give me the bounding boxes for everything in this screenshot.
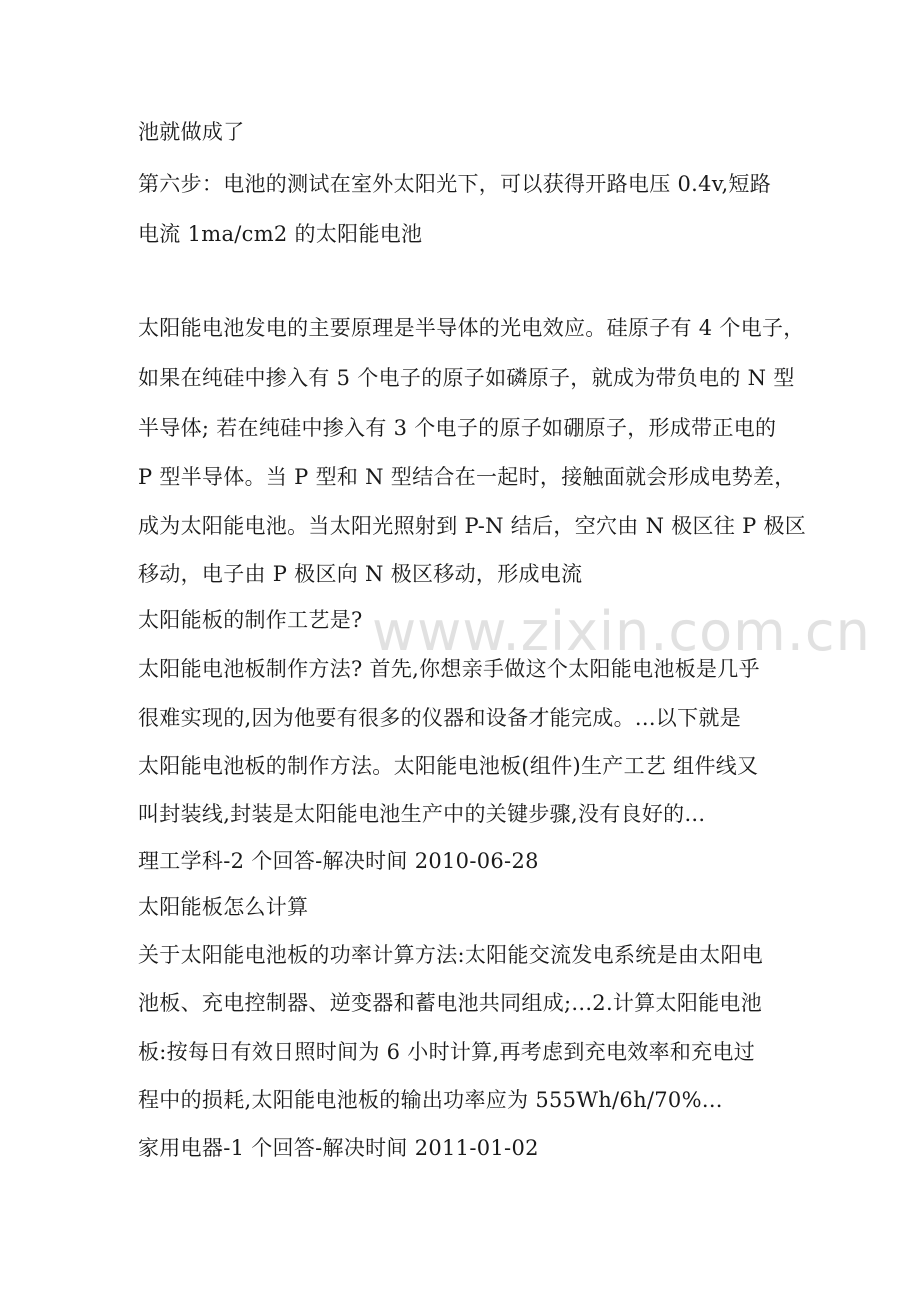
text-line: 太阳能板怎么计算 xyxy=(138,895,309,919)
text-line: 叫封装线,封装是太阳能电池生产中的关键步骤,没有良好的... xyxy=(138,802,706,826)
text-line: 池板、充电控制器、逆变器和蓄电池共同组成;...2.计算太阳能电池 xyxy=(138,991,763,1015)
text-line: 电流 1ma/cm2 的太阳能电池 xyxy=(138,222,423,246)
text-line: 太阳能电池板制作方法? 首先,你想亲手做这个太阳能电池板是几乎 xyxy=(138,657,760,681)
text-line: 第六步：电池的测试在室外太阳光下，可以获得开路电压 0.4v,短路 xyxy=(138,172,772,196)
text-line: 太阳能电池板的制作方法。太阳能电池板(组件)生产工艺 组件线又 xyxy=(138,754,759,778)
text-line: 如果在纯硅中掺入有 5 个电子的原子如磷原子，就成为带负电的 N 型 xyxy=(138,366,795,390)
text-line: 板:按每日有效日照时间为 6 小时计算,再考虑到充电效率和充电过 xyxy=(138,1040,756,1064)
text-line: 半导体; 若在纯硅中掺入有 3 个电子的原子如硼原子，形成带正电的 xyxy=(138,416,777,440)
text-line: 关于太阳能电池板的功率计算方法:太阳能交流发电系统是由太阳电 xyxy=(138,943,764,967)
text-line: 池就做成了 xyxy=(138,120,245,144)
text-line: 很难实现的,因为他要有很多的仪器和设备才能完成。...以下就是 xyxy=(138,706,741,730)
text-line: 移动，电子由 P 极区向 N 极区移动，形成电流 xyxy=(138,562,583,586)
text-line: 家用电器-1 个回答-解决时间 2011-01-02 xyxy=(138,1136,539,1160)
text-line: 理工学科-2 个回答-解决时间 2010-06-28 xyxy=(138,849,539,873)
text-line: P 型半导体。当 P 型和 N 型结合在一起时，接触面就会形成电势差， xyxy=(138,465,796,489)
text-line: 成为太阳能电池。当太阳光照射到 P-N 结后，空穴由 N 极区往 P 极区 xyxy=(138,514,807,538)
text-line: 太阳能电池发电的主要原理是半导体的光电效应。硅原子有 4 个电子， xyxy=(138,316,805,340)
text-line: 太阳能板的制作工艺是? xyxy=(138,608,363,632)
watermark: www.zixin.com.cn xyxy=(372,600,871,663)
text-line: 程中的损耗,太阳能电池板的输出功率应为 555Wh/6h/70%... xyxy=(138,1088,723,1112)
